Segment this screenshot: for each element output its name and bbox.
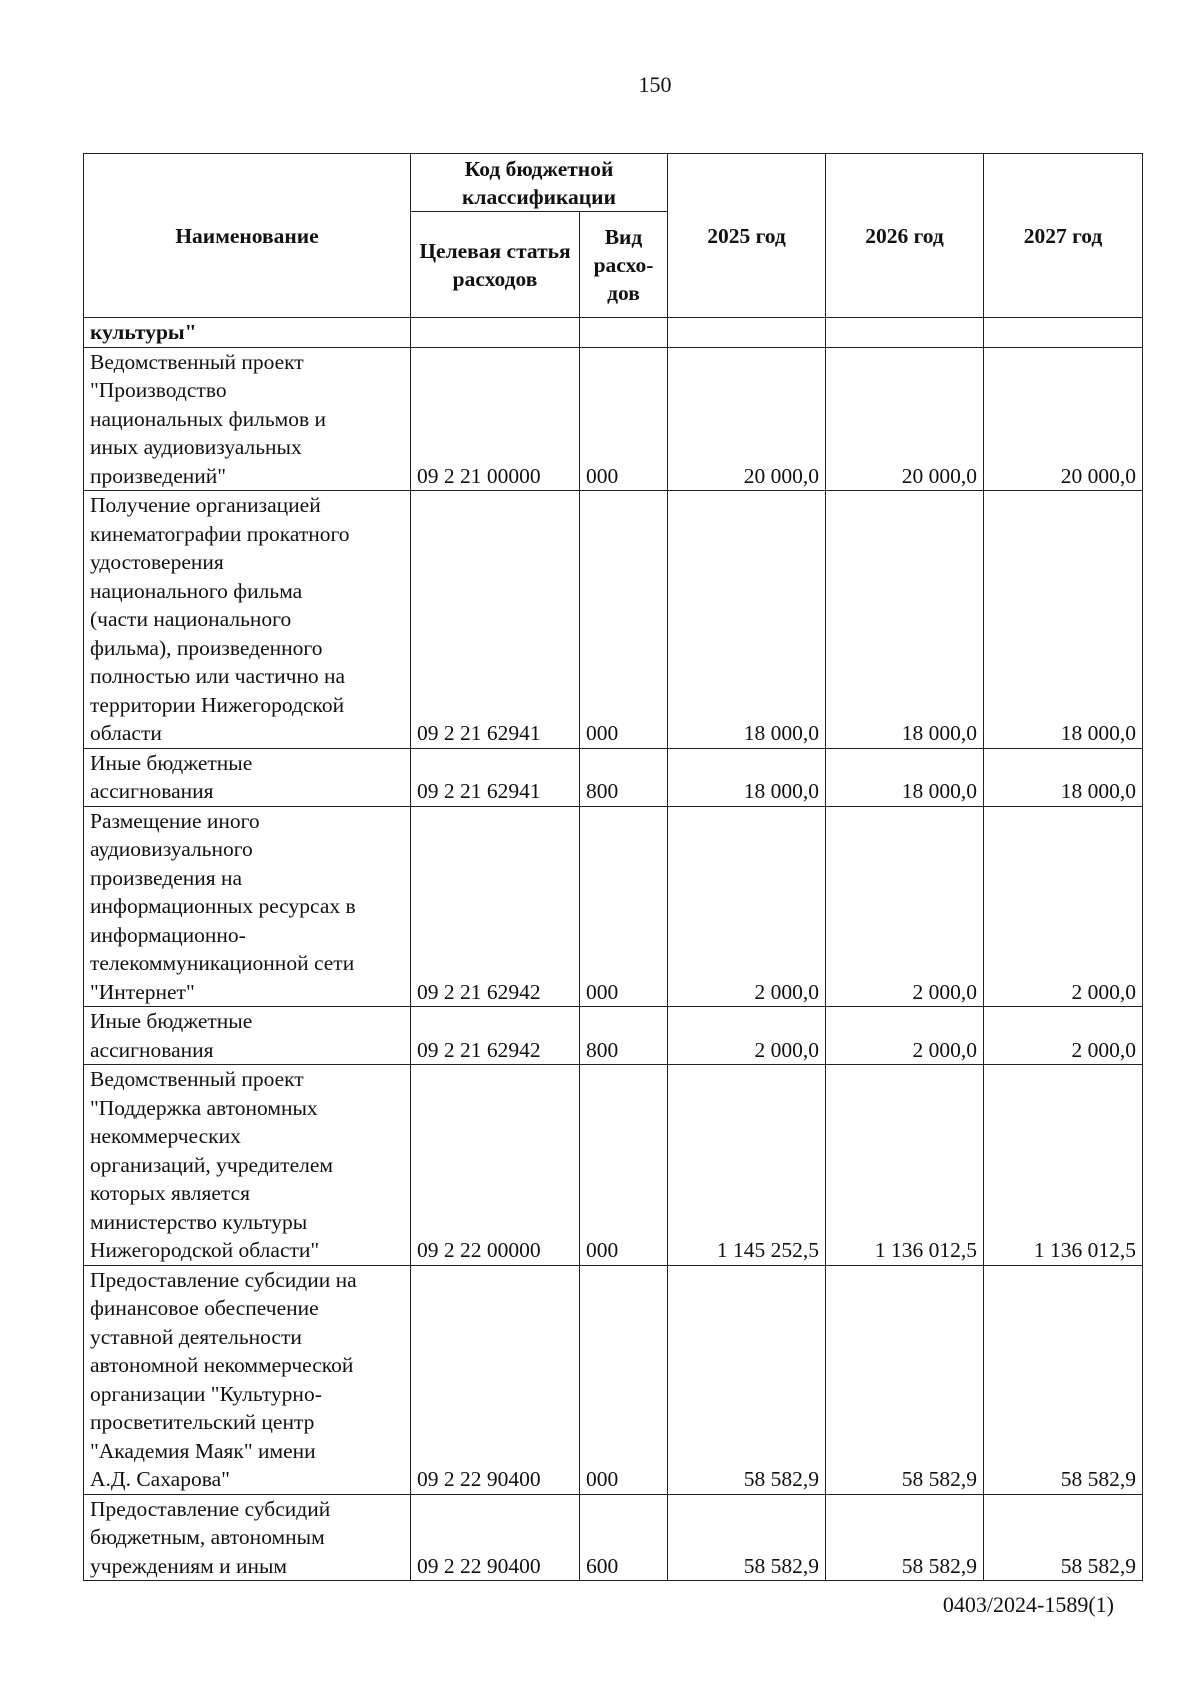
row-name: Предоставление субсидии на финансовое обеспечение уставной деятельности автономной некоммерческой организации "Культурно- просветительский центр "Академия Маяк" имени А.Д. Сахарова" (84, 1265, 411, 1494)
row-name: Ведомственный проект "Производство национальных фильмов и иных аудиовизуальных произведений" (84, 347, 411, 491)
row-target-article: 09 2 22 90400 (411, 1494, 580, 1581)
row-amount-2027: 58 582,9 (984, 1265, 1143, 1494)
page-number: 150 (638, 72, 672, 97)
row-name: Получение организацией кинематографии прокатного удостоверения национального фильма (части национального фильма), произведенного полностью или частично на территории Нижегородской области (84, 491, 411, 749)
row-target-article: 09 2 21 62942 (411, 1007, 580, 1065)
row-amount-2027: 2 000,0 (984, 1007, 1143, 1065)
table-row (84, 1065, 1143, 1266)
row-expense-type: 600 (580, 1494, 668, 1581)
row-expense-type: 800 (580, 748, 668, 806)
row-expense-type: 000 (580, 806, 668, 1007)
table-row (84, 1007, 1143, 1065)
header-year-2026: 2026 год (826, 154, 984, 318)
row-name: Иные бюджетные ассигнования (84, 748, 411, 806)
row-amount-2026: 2 000,0 (826, 806, 984, 1007)
row-amount-2027: 18 000,0 (984, 491, 1143, 749)
table-row (84, 1265, 1143, 1494)
header-expense-type: Вид расхо-дов (580, 212, 668, 318)
document-code: 0403/2024-1589(1) (942, 1592, 1114, 1617)
row-amount-2026: 1 136 012,5 (826, 1065, 984, 1266)
header-year-2025: 2025 год (668, 154, 826, 318)
row-amount-2025: 18 000,0 (668, 491, 826, 749)
row-expense-type: 000 (580, 1265, 668, 1494)
row-name: Предоставление субсидий бюджетным, автономным учреждениям и иным (84, 1494, 411, 1581)
row-expense-type: 800 (580, 1007, 668, 1065)
row-amount-2026: 58 582,9 (826, 1265, 984, 1494)
header-target-article: Целевая статья расходов (411, 212, 580, 318)
row-target-article: 09 2 21 62942 (411, 806, 580, 1007)
row-amount-2025: 1 145 252,5 (668, 1065, 826, 1266)
row-expense-type: 000 (580, 347, 668, 491)
table-row (84, 347, 1143, 491)
row-amount-2025: 2 000,0 (668, 1007, 826, 1065)
header-budget-code-group: Код бюджетной классификации (411, 154, 668, 212)
row-amount-2026: 20 000,0 (826, 347, 984, 491)
row-amount-2027: 1 136 012,5 (984, 1065, 1143, 1266)
header-name: Наименование (84, 154, 411, 318)
row-amount-2027: 18 000,0 (984, 748, 1143, 806)
row-name: Иные бюджетные ассигнования (84, 1007, 411, 1065)
row-expense-type: 000 (580, 491, 668, 749)
row-target-article: 09 2 21 00000 (411, 347, 580, 491)
row-amount-2026: 18 000,0 (826, 748, 984, 806)
table-row (84, 748, 1143, 806)
row-target-article: 09 2 22 90400 (411, 1265, 580, 1494)
row-name: Ведомственный проект "Поддержка автономных некоммерческих организаций, учредителем которых является министерство культуры Нижегородской области" (84, 1065, 411, 1266)
row-amount-2027: 2 000,0 (984, 806, 1143, 1007)
continuation-row (84, 318, 1143, 348)
table-body (84, 318, 1143, 1581)
header-year-2027: 2027 год (984, 154, 1143, 318)
row-target-article: 09 2 21 62941 (411, 491, 580, 749)
row-amount-2026: 18 000,0 (826, 491, 984, 749)
table-row (84, 1494, 1143, 1581)
row-target-article: 09 2 22 00000 (411, 1065, 580, 1266)
row-name: Размещение иного аудиовизуального произведения на информационных ресурсах в информационно- телекоммуникационной сети "Интернет" (84, 806, 411, 1007)
row-expense-type: 000 (580, 1065, 668, 1266)
row-amount-2025: 58 582,9 (668, 1265, 826, 1494)
row-target-article: 09 2 21 62941 (411, 748, 580, 806)
row-amount-2026: 58 582,9 (826, 1494, 984, 1581)
row-amount-2025: 58 582,9 (668, 1494, 826, 1581)
budget-table (83, 153, 1143, 1581)
continuation-text: культуры" (84, 318, 411, 348)
row-amount-2025: 18 000,0 (668, 748, 826, 806)
row-amount-2027: 20 000,0 (984, 347, 1143, 491)
row-amount-2025: 2 000,0 (668, 806, 826, 1007)
row-amount-2025: 20 000,0 (668, 347, 826, 491)
row-amount-2027: 58 582,9 (984, 1494, 1143, 1581)
row-amount-2026: 2 000,0 (826, 1007, 984, 1065)
table-row (84, 491, 1143, 749)
table-row (84, 806, 1143, 1007)
